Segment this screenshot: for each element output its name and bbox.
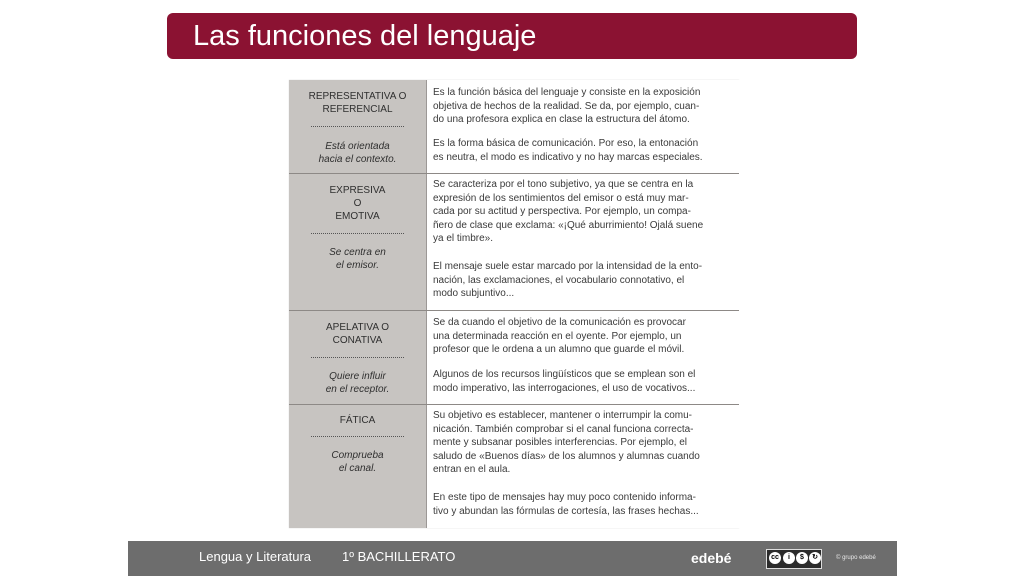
dotted-divider — [311, 436, 404, 437]
function-name-fatica: FÁTICA — [339, 415, 376, 426]
page-title: Las funciones del lenguaje — [193, 20, 537, 52]
copyright-text: © grupo edebé — [836, 555, 876, 561]
footer-level: 1º BACHILLERATO — [342, 549, 456, 564]
function-name-expresiva: EXPRESIVA O EMOTIVA — [329, 185, 386, 222]
description-paragraph: Es la forma básica de comunicación. Por eso, la entonación es neutra, el modo es indicativo y no hay marcas especiales. — [433, 138, 703, 163]
footer-bar — [128, 541, 897, 576]
dotted-divider — [311, 126, 404, 127]
function-focus-expresiva: Se centra en el emisor. — [329, 247, 386, 271]
dotted-divider — [311, 233, 404, 234]
row-divider — [289, 404, 739, 405]
publisher-logo: edebé — [691, 550, 732, 566]
row-divider — [289, 310, 739, 311]
row-divider — [289, 173, 739, 174]
dotted-divider — [311, 357, 404, 358]
function-focus-apelativa: Quiere influir en el receptor. — [325, 371, 390, 395]
description-paragraph: Se caracteriza por el tono subjetivo, ya que se centra en la expresión de los sentimientos del emisor o está muy mar- cada por su actitud y perspectiva. Por ejemplo, un compa- ñero de clase que exclama: «¡Qué aburrimiento! Ojalá suene ya el timbre». — [433, 179, 704, 245]
functions-table-image — [289, 80, 739, 528]
description-paragraph: Su objetivo es establecer, mantener o interrumpir la comu- nicación. También comprobar si el canal funciona correcta- mente y subsanar posibles interferencias. Por ejemplo, el saludo de «Buenos días» de los alumnos y alumnas cuando entran en el aula. — [433, 410, 700, 476]
cc-by-nc-sa-icon: cc i $ ↻ — [766, 549, 822, 569]
function-focus-representativa: Está orientada hacia el contexto. — [318, 141, 397, 165]
title-bar — [167, 13, 857, 59]
function-focus-fatica: Comprueba el canal. — [331, 450, 384, 474]
description-paragraph: Se da cuando el objetivo de la comunicación es provocar una determinada reacción en el oyente. Por ejemplo, un profesor que le ordena a un alumno que guarde el móvil. — [433, 317, 686, 356]
description-paragraph: En este tipo de mensajes hay muy poco contenido informa- tivo y abundan las fórmulas de cortesía, las frases hechas... — [433, 492, 699, 517]
function-name-apelativa: APELATIVA O CONATIVA — [326, 322, 389, 346]
description-paragraph: El mensaje suele estar marcado por la intensidad de la ento- nación, las exclamaciones, el vocabulario connotativo, el modo subjuntivo... — [433, 261, 703, 300]
description-paragraph: Algunos de los recursos lingüísticos que se emplean son el modo imperativo, las interrogaciones, el uso de vocativos... — [433, 369, 696, 394]
description-paragraph: Es la función básica del lenguaje y consiste en la exposición objetiva de hechos de la realidad. Se da, por ejemplo, cuan- do una profesora explica en clase la estructura del átomo. — [433, 87, 701, 126]
function-name-representativa: REPRESENTATIVA O REFERENCIAL — [308, 91, 407, 115]
footer-subject: Lengua y Literatura — [199, 549, 312, 564]
